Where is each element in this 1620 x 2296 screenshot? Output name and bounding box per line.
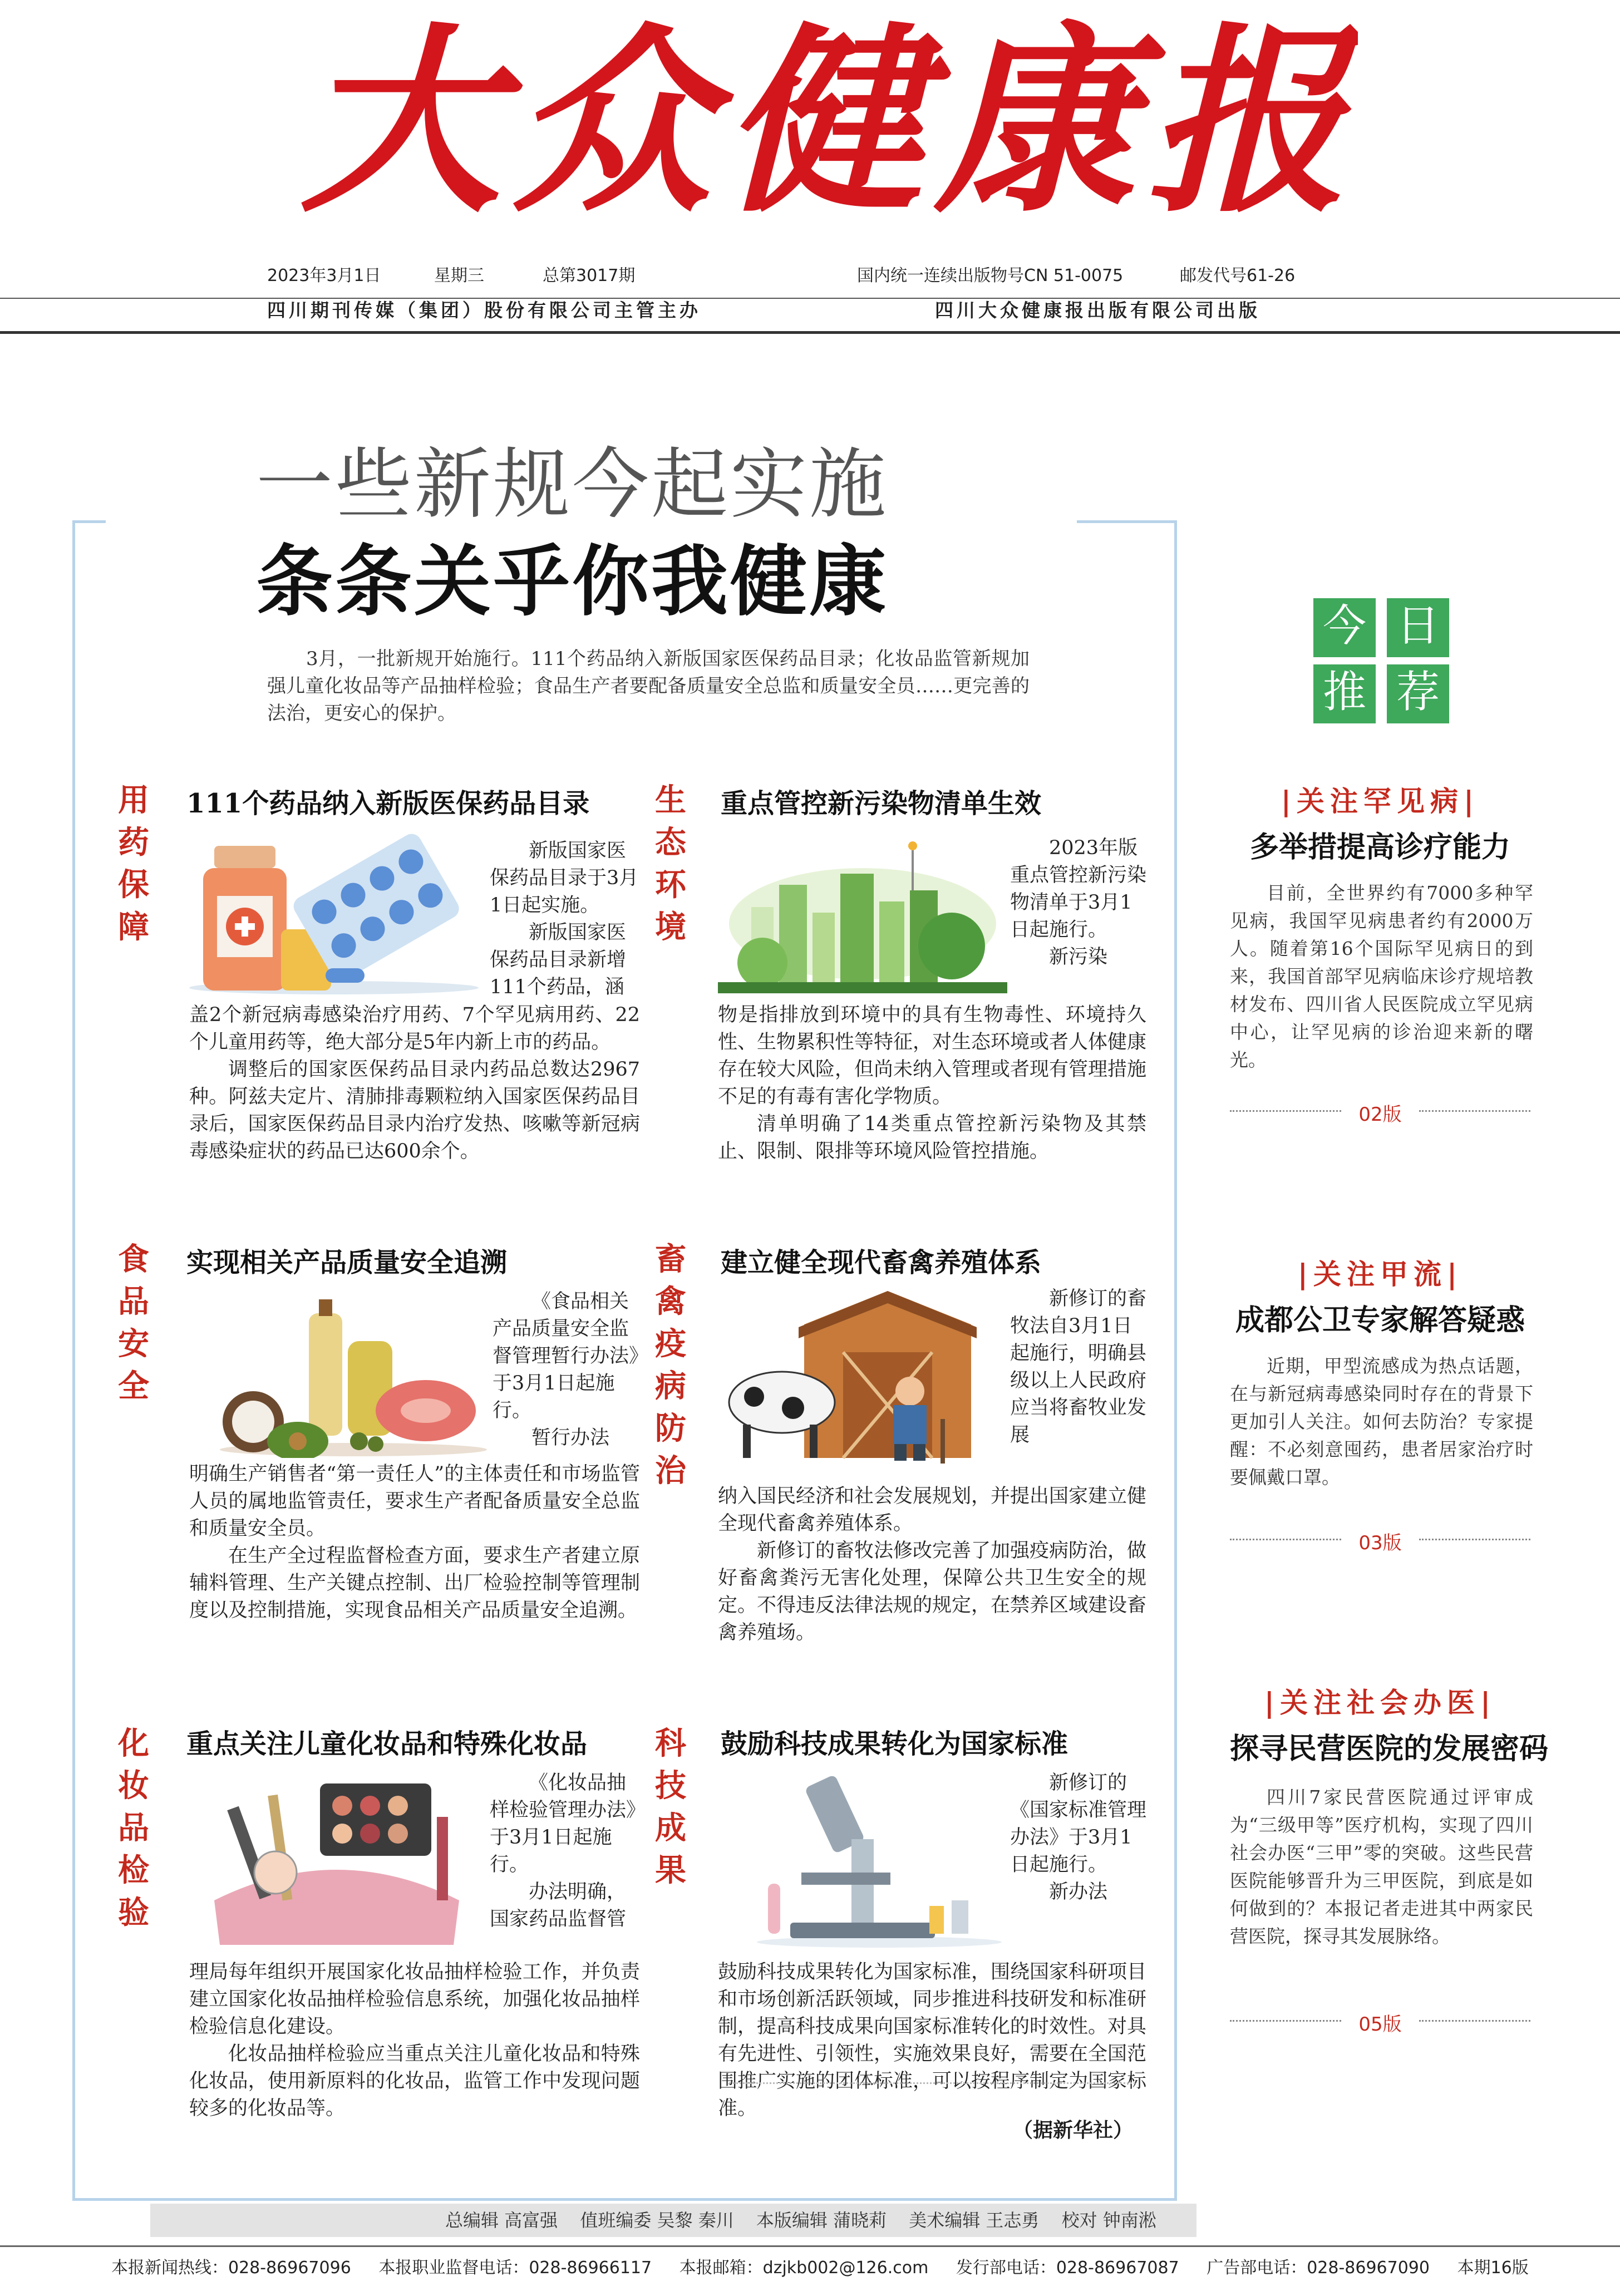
category-s3: 食品安全 [118,1241,149,1405]
category-s4: 畜禽疫病防治 [655,1241,686,1489]
post-code: 邮发代号61-26 [1180,266,1296,285]
paragraph: 新污染 [1049,946,1108,968]
footer-item: 广告部电话：028-86967090 [1207,2258,1430,2278]
masthead-rule [0,298,1620,299]
paragraph: 物是指排放到环境中的具有生物毒性、环境持久性、生物累积性等特征，对生态环境或者人体健康存在较大风险，但尚未纳入管理或者现有管理措施不足的有毒有害化学物质。 [718,1004,1147,1108]
category-s2: 生态环境 [655,782,686,945]
paragraph: 盖2个新冠病毒感染治疗用药、7个罕见病用药、22个儿童用药等，绝大部分是5年内新上市的药品。 [189,1004,640,1053]
headline-intro: 3月，一批新规开始施行。111个药品纳入新版国家医保药品目录；化妆品监管新规加强儿童化妆品等产品抽样检验；食品生产者要配备质量安全总监和质量安全员……更完善的法治，更安心的保护。 [267,648,1030,725]
rec-tag-3: |关注社会办医| [1264,1686,1496,1719]
today-recommend-badge [1313,598,1458,723]
page-number: 05版 [1358,2013,1402,2036]
headline-line1: 一些新规今起实施 [256,440,889,529]
paragraph: 清单明确了14类重点管控新污染物及其禁止、限制、限排等环境风险管控措施。 [718,1113,1146,1162]
masthead-rule-bottom [0,331,1620,334]
today-char: 今 [1313,598,1376,657]
article-s1-lead [490,837,640,1001]
cn-number: 国内统一连续出版物号CN 51-0075 [857,266,1124,285]
dash [1230,1110,1341,1112]
farm-illustration [721,1291,1010,1469]
page-number: 03版 [1358,1532,1402,1554]
paragraph: 在生产全过程监督检查方面，要求生产者建立原辅料管理、生产关键点控制、出厂检验控制等管理制度以及控制措施，实现食品相关产品质量安全追溯。 [189,1545,640,1622]
credit: 值班编委 吴黎 秦川 [580,2210,734,2231]
paragraph: 新修订的畜牧法自3月1日起施行，明确县级以上人民政府应当将畜牧业发展 [1010,1288,1147,1446]
today-char: 荐 [1387,664,1449,723]
dash [1230,2020,1341,2022]
issue-weekday: 星期三 [434,266,484,285]
section-title-s4: 建立健全现代畜禽养殖体系 [721,1247,1042,1278]
paragraph: 调整后的国家医保药品目录内药品总数达2967种。阿兹夫定片、清肺排毒颗粒纳入国家医保药品目录后，国家医保药品目录内治疗发热、咳嗽等新冠病毒感染症状的药品已达600余个。 [189,1058,640,1162]
rec-page-2[interactable] [1230,1528,1530,1554]
paragraph: 纳入国民经济和社会发展规划，并提出国家建立健全现代畜禽养殖体系。 [718,1485,1147,1535]
paragraph: 办法明确，国家药品监督管 [490,1881,627,1930]
article-s2-lead [1010,835,1149,971]
section-title-s2: 重点管控新污染物清单生效 [721,788,1042,819]
medicine-illustration [184,829,484,996]
footer-contacts [111,2254,1614,2278]
cosmetics-illustration [192,1772,481,1950]
eco-city-illustration [718,835,1007,1002]
footer-rule [0,2245,1620,2247]
dash [1419,1539,1530,1540]
paragraph: 新修订的《国家标准管理办法》于3月1日起施行。 [1010,1772,1147,1876]
section-title-s1: 111个药品纳入新版医保药品目录 [186,788,590,819]
paragraph: 理局每年组织开展国家化妆品抽样检验工作，并负责建立国家化妆品抽样检验信息系统，加强化妆品抽样检验信息化建设。 [189,1961,640,2038]
category-s6: 科技成果 [655,1725,686,1889]
today-char: 日 [1387,598,1449,657]
rec-page-3[interactable] [1230,2009,1530,2036]
info-bar [267,262,1352,323]
article-s6-lead [1010,1770,1149,1906]
news-source: （据新华社） [1013,2119,1134,2142]
paragraph: 新版国家医保药品目录于3月1日起实施。 [490,840,639,917]
logo-text: 大众健康报 [301,4,1358,239]
dash [1230,1539,1341,1540]
rec-body-1: 目前，全世界约有7000多种罕见病，我国罕见病患者约有2000万人。随着第16个国际罕见病日的到来，我国首部罕见病临床诊疗规培教材发布、四川省人民医院成立罕见病中心，让罕见病的诊治迎来新的曙光。 [1230,882,1533,1071]
rec-tag-2: |关注甲流| [1297,1258,1463,1290]
paragraph: 暂行办法 [531,1427,610,1449]
article-s6-body [718,1959,1146,2122]
footer-item: 发行部电话：028-86967087 [956,2258,1179,2278]
section-title-s5: 重点关注儿童化妆品和特殊化妆品 [186,1728,588,1760]
page-number: 02版 [1358,1103,1402,1126]
category-s1: 用药保障 [118,782,149,945]
footer-item: 本报职业监督电话：028-86966117 [378,2258,652,2278]
dash [1419,1110,1530,1112]
rec-title-1[interactable]: 多举措提高诊疗能力 [1249,830,1510,864]
rec-title-2[interactable]: 成都公卫专家解答疑惑 [1235,1303,1525,1337]
paragraph: 新版国家医保药品目录新增111个药品，涵 [490,922,627,998]
article-s5-lead [490,1770,640,1933]
paragraph: 2023年版重点管控新污染物清单于3月1日起施行。 [1010,837,1147,941]
food-illustration [214,1291,493,1458]
article-s3-lead [493,1288,640,1452]
section-title-s6: 鼓励科技成果转化为国家标准 [721,1728,1068,1760]
article-s4-body [718,1483,1146,1647]
rec-body-2: 近期，甲型流感成为热点话题，在与新冠病毒感染同时存在的背景下更加引人关注。如何去防治？专家提醒：不必刻意囤药，患者居家治疗时要佩戴口罩。 [1230,1355,1533,1488]
editorial-credits [150,2204,1196,2237]
credit: 校对 钟南淞 [1061,2210,1156,2231]
publisher-text: 四川大众健康报出版有限公司出版 [935,299,1260,321]
article-s3-body [189,1461,640,1624]
rec-tag-1: |关注罕见病| [1281,785,1480,817]
article-s4-lead [1010,1285,1149,1449]
rec-body-3: 四川7家民营医院通过评审成为“三级甲等”医疗机构，实现了四川社会办医“三甲”零的突破。这些民营医院能够晋升为三甲医院，到底是如何做到的？本报记者走进其中两家民营医院，探寻其发展脉络。 [1230,1786,1533,1947]
category-s5: 化妆品检验 [118,1725,149,1931]
paragraph: 鼓励科技成果转化为国家标准，围绕国家科研项目和市场创新活跃领域，同步推进科技研发和标准研制，提高科技成果向国家标准转化的时效性。对具有先进性、引领性，实施效果良好，需要在全国范围推广实施的团体标准，可以按程序制定为国家标准。 [718,1961,1147,2120]
masthead-logo [301,0,1358,239]
section-title-s3: 实现相关产品质量安全追溯 [186,1247,508,1278]
credit: 美术编辑 王志勇 [909,2210,1040,2231]
rec-title-3[interactable]: 探寻民营医院的发展密码 [1230,1732,1549,1766]
issue-date: 2023年3月1日 [267,266,381,285]
footer-item: 本报新闻热线：028-86967096 [111,2258,351,2278]
issue-number: 总第3017期 [543,266,636,285]
credit: 本版编辑 蒲晓莉 [756,2210,887,2231]
article-s1-body [189,1002,640,1165]
article-s2-body [718,1002,1146,1165]
sponsor-text: 四川期刊传媒（集团）股份有限公司主管主办 [267,299,701,321]
paragraph: 《食品相关产品质量安全监督管理暂行办法》于3月1日起施行。 [493,1290,639,1422]
headline-line2: 条条关乎你我健康 [256,536,889,627]
footer-email[interactable]: 本报邮箱：dzjkb002@126.com [679,2258,929,2278]
paragraph: 《化妆品抽样检验管理办法》于3月1日起施行。 [490,1772,636,1876]
microscope-illustration [746,1772,1013,1950]
source-divider [729,2082,1135,2084]
footer-item: 本期16版 [1457,2258,1529,2278]
rec-page-1[interactable] [1230,1099,1530,1126]
dash [1419,2020,1530,2022]
paragraph: 新办法 [1049,1881,1108,1903]
article-s5-body [189,1959,640,2122]
paragraph: 新修订的畜牧法修改完善了加强疫病防治，做好畜禽粪污无害化处理，保障公共卫生安全的规定。不得违反法律法规的规定，在禁养区域建设畜禽养殖场。 [718,1540,1147,1644]
paragraph: 化妆品抽样检验应当重点关注儿童化妆品和特殊化妆品，使用新原料的化妆品，监管工作中发现问题较多的化妆品等。 [189,2043,640,2120]
today-char: 推 [1313,664,1376,723]
credit: 总编辑 高富强 [445,2210,558,2231]
paragraph: 明确生产销售者“第一责任人”的主体责任和市场监管人员的属地监管责任，要求生产者配备质量安全总监和质量安全员。 [189,1463,640,1540]
